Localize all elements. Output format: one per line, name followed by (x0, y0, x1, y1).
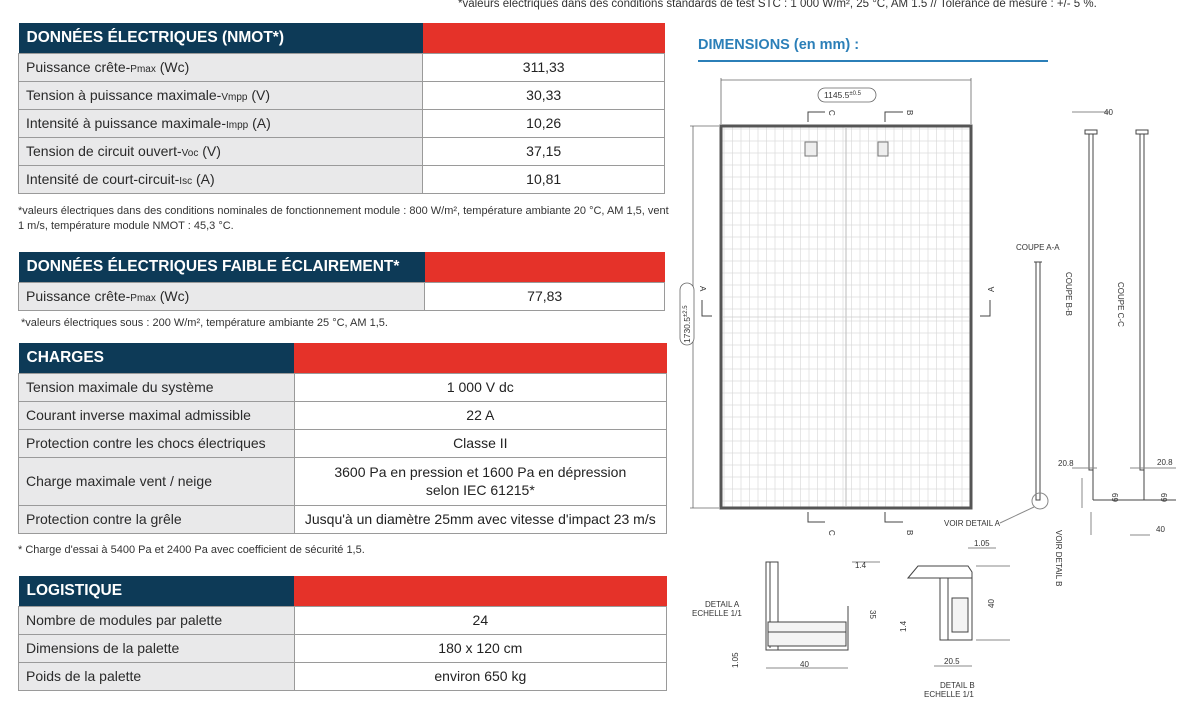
logistique-title: LOGISTIQUE (19, 576, 295, 606)
width-label: $1145.5^{\pm 0.5}$ (824, 90, 862, 100)
dim-40: 40 (1104, 108, 1113, 117)
junction-box (805, 142, 817, 156)
coupe-cc (1130, 130, 1176, 535)
table-row: Protection contre la grêle Jusqu'à un diamètre 25mm avec vitesse d'impact 23 m/s (19, 505, 667, 533)
mark-b: B (905, 110, 914, 116)
table-row: Dimensions de la palette 180 x 120 cm (19, 634, 667, 662)
table-row: Puissance crête-Pmax (Wc) 311,33 (19, 53, 665, 81)
table-row: Tension maximale du système 1 000 V dc (19, 373, 667, 401)
nmot-title: DONNÉES ÉLECTRIQUES (NMOT*) (19, 23, 423, 53)
table-row: Courant inverse maximal admissible 22 A (19, 401, 667, 429)
value-cell: Classe II (294, 429, 666, 457)
charges-note: * Charge d'essai à 5400 Pa et 2400 Pa avec coefficient de sécurité 1,5. (18, 544, 365, 556)
nmot-note: *valeurs électriques dans des conditions nominales de fonctionnement module : 800 W/m², température ambiante 20 °C, AM 1,5, vent 1 m/s, température module NMOT : 45,3 °C. (18, 205, 669, 232)
dim-40: 40 (800, 660, 809, 669)
dim-20-5: 20.5 (944, 657, 960, 666)
coupe-aa-label: COUPE A-A (1016, 243, 1060, 252)
mark-c: C (827, 110, 836, 116)
charges-title: CHARGES (19, 343, 295, 373)
dim-40: 40 (987, 599, 996, 608)
mark-a: A (987, 286, 996, 292)
value-cell: 3600 Pa en pression et 1600 Pa en dépression selon IEC 61215* (294, 457, 666, 505)
panel-front-view (721, 126, 971, 508)
table-row: Tension de circuit ouvert-Voc (V) 37,15 (19, 137, 665, 165)
detail-a-scale: ECHELLE 1/1 (692, 609, 742, 618)
value-cell: 22 A (294, 401, 666, 429)
dim-20-8: 20.8 (1058, 459, 1074, 468)
height-label: $1730.5^{\pm 2.5}$ (682, 305, 692, 343)
value-cell: 77,83 (425, 282, 665, 310)
mark-b: B (905, 530, 914, 536)
value-cell: 37,15 (423, 137, 665, 165)
dim-1-4: 1.4 (855, 561, 867, 570)
coupe-bb (1072, 112, 1140, 535)
low-light-title: DONNÉES ÉLECTRIQUES FAIBLE ÉCLAIREMENT* (19, 252, 425, 282)
table-row: Intensité de court-circuit-Isc (A) 10,81 (19, 165, 665, 193)
dim-1-4: 1.4 (899, 620, 908, 632)
detail-a (766, 562, 880, 668)
low-light-note: *valeurs électriques sous : 200 W/m², température ambiante 25 °C, AM 1,5. (21, 317, 388, 329)
table-row: Poids de la palette environ 650 kg (19, 662, 667, 690)
value-cell: 180 x 120 cm (294, 634, 666, 662)
voir-detail-a-label: VOIR DETAIL A (944, 519, 1001, 528)
table-row: Nombre de modules par palette 24 (19, 606, 667, 634)
junction-box (878, 142, 888, 156)
dimensions-title: DIMENSIONS (en mm) : (698, 37, 860, 53)
dim-69: 69 (1110, 493, 1119, 502)
table-row: Charge maximale vent / neige 3600 Pa en pression et 1600 Pa en dépression selon IEC 61215* (19, 457, 667, 505)
coupe-aa (1000, 262, 1048, 523)
dim-20-8: 20.8 (1157, 458, 1173, 467)
table-row: Tension à puissance maximale-Vmpp (V) 30,33 (19, 81, 665, 109)
value-cell: 10,81 (423, 165, 665, 193)
table-row: Intensité à puissance maximale-Impp (A) 10,26 (19, 109, 665, 137)
value-cell: 10,26 (423, 109, 665, 137)
value-cell: Jusqu'à un diamètre 25mm avec vitesse d'impact 23 m/s (294, 505, 666, 533)
mark-c: C (827, 530, 836, 536)
table-row: Puissance crête-Pmax (Wc) 77,83 (19, 282, 665, 310)
voir-detail-b-label: VOIR DETAIL B (1054, 530, 1063, 587)
detail-a-label: DETAIL A (705, 600, 740, 609)
stc-note: *valeurs électriques dans des conditions standards de test STC : 1 000 W/m², 25 °C, AM 1.5 // Tolérance de mesure : +/- 5 %. (458, 0, 1097, 10)
dim-1-05: 1.05 (731, 652, 740, 668)
coupe-bb-label: COUPE B-B (1064, 272, 1073, 317)
value-cell: 30,33 (423, 81, 665, 109)
value-cell: environ 650 kg (294, 662, 666, 690)
width-dimension (721, 78, 971, 124)
dim-69: 69 (1159, 493, 1168, 502)
table-row: Protection contre les chocs électriques Classe II (19, 429, 667, 457)
detail-b-label: DETAIL B (940, 681, 975, 690)
value-cell: 1 000 V dc (294, 373, 666, 401)
dim-40: 40 (1156, 525, 1165, 534)
value-cell: 311,33 (423, 53, 665, 81)
mark-a: A (698, 286, 707, 292)
value-cell: 24 (294, 606, 666, 634)
dim-1-05: 1.05 (974, 539, 990, 548)
coupe-cc-label: COUPE C-C (1116, 282, 1125, 327)
dim-35: 35 (868, 610, 877, 619)
detail-b-scale: ECHELLE 1/1 (924, 690, 974, 699)
